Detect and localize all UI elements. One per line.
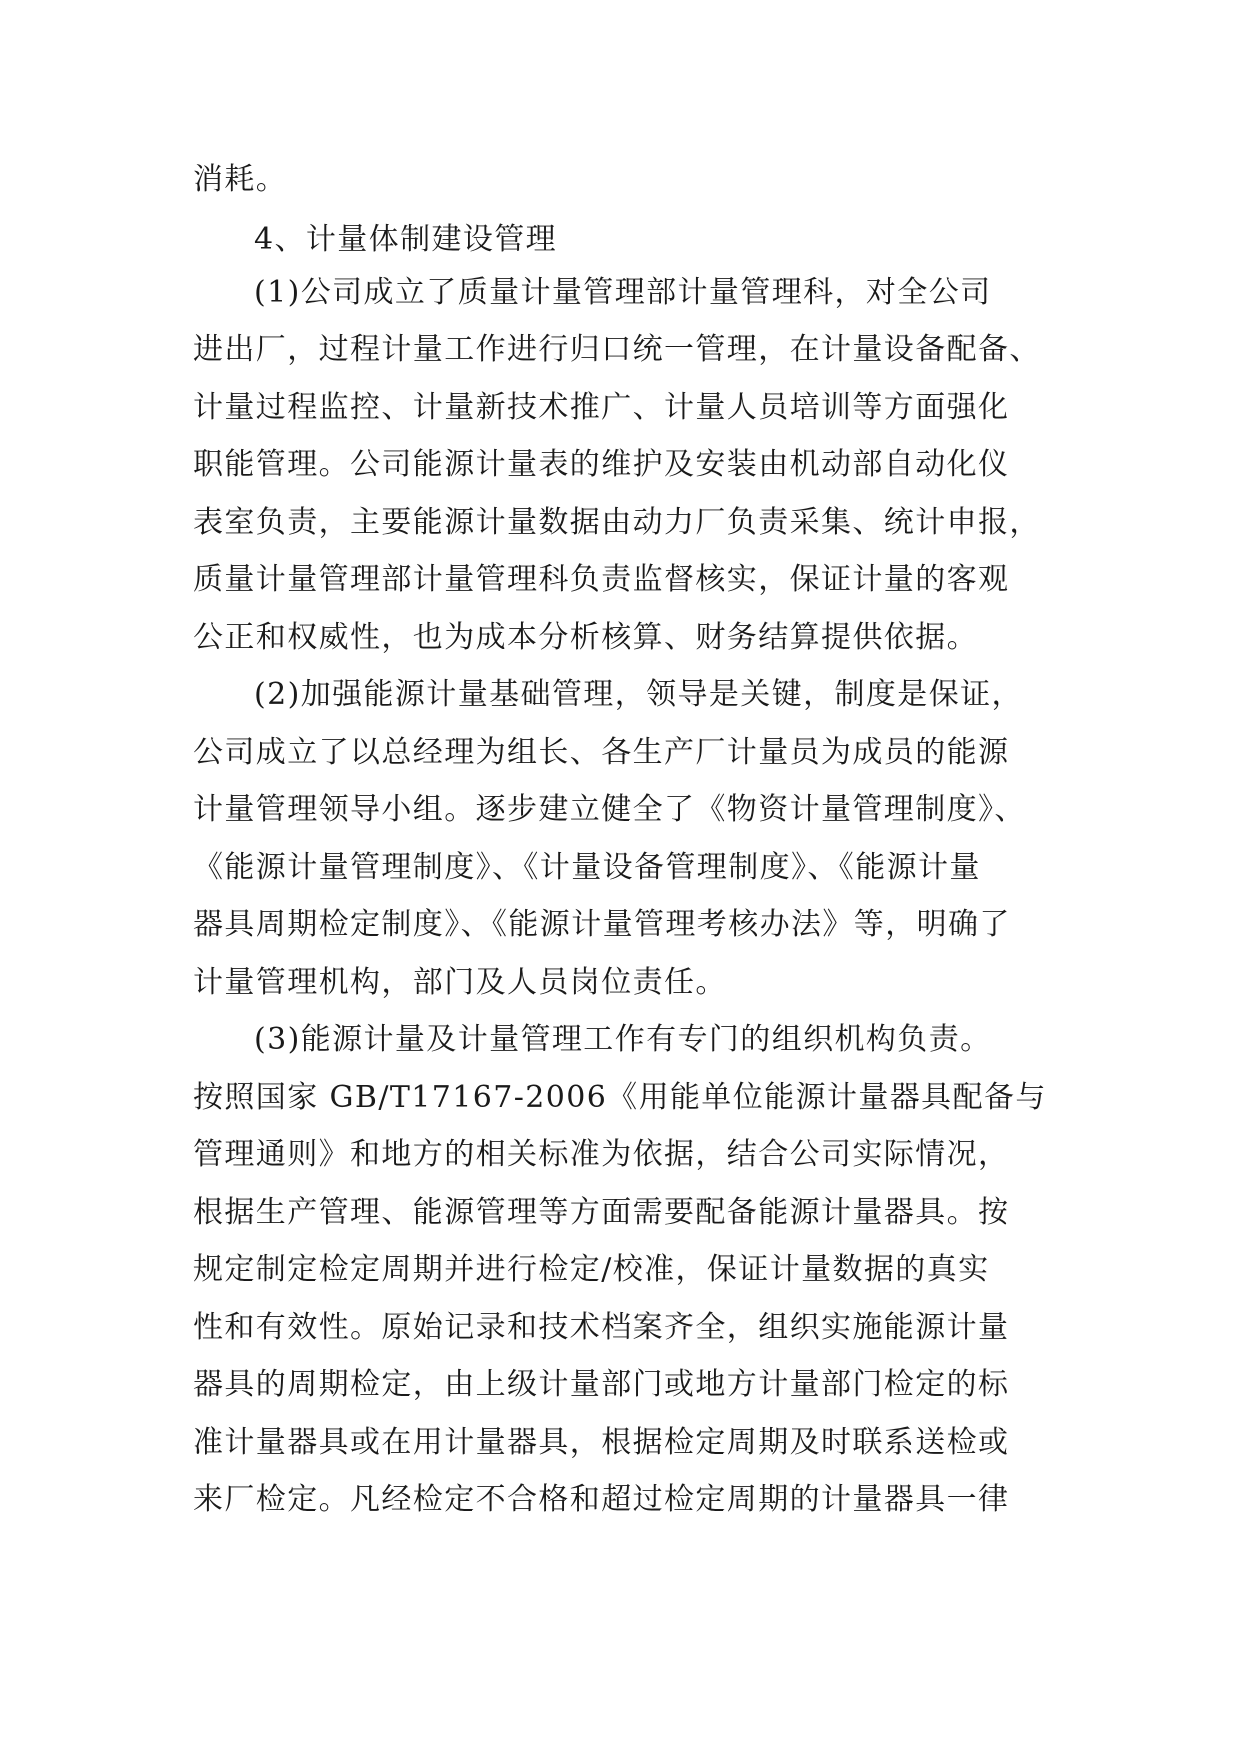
text-line: 公司成立了以总经理为组长、各生产厂计量员为成员的能源	[193, 735, 1010, 770]
text-line: (2)加强能源计量基础管理，领导是关键，制度是保证，	[254, 677, 1023, 712]
text-line: (1)公司成立了质量计量管理部计量管理科，对全公司	[254, 275, 992, 310]
text-line: 《能源计量管理制度》、《计量设备管理制度》、《能源计量	[193, 850, 981, 885]
text-line: 计量管理领导小组。逐步建立健全了《物资计量管理制度》、	[193, 792, 1026, 827]
text-line: 消耗。	[193, 162, 288, 197]
text-line: 公正和权威性，也为成本分析核算、财务结算提供依据。	[193, 620, 978, 655]
text-line: 规定制定检定周期并进行检定/校准，保证计量数据的真实	[193, 1252, 990, 1287]
text-line: 性和有效性。原始记录和技术档案齐全，组织实施能源计量	[193, 1310, 1010, 1345]
text-line: 器具的周期检定，由上级计量部门或地方计量部门检定的标	[193, 1367, 1010, 1402]
text-line: 器具周期检定制度》、《能源计量管理考核办法》等，明确了	[193, 907, 1011, 942]
text-line: 准计量器具或在用计量器具，根据检定周期及时联系送检或	[193, 1425, 1010, 1460]
text-line: 表室负责，主要能源计量数据由动力厂负责采集、统计申报，	[193, 505, 1041, 540]
text-line: 职能管理。公司能源计量表的维护及安装由机动部自动化仪	[193, 447, 1010, 482]
text-line: 按照国家 GB/T17167-2006《用能单位能源计量器具配备与	[193, 1080, 1047, 1115]
text-line: 管理通则》和地方的相关标准为依据，结合公司实际情况，	[193, 1137, 1010, 1172]
text-line: (3)能源计量及计量管理工作有专门的组织机构负责。	[254, 1022, 992, 1057]
text-line: 质量计量管理部计量管理科负责监督核实，保证计量的客观	[193, 562, 1010, 597]
text-line: 计量管理机构，部门及人员岗位责任。	[193, 965, 727, 1000]
section-heading: 4、计量体制建设管理	[254, 222, 558, 257]
text-line: 计量过程监控、计量新技术推广、计量人员培训等方面强化	[193, 390, 1010, 425]
text-line: 来厂检定。凡经检定不合格和超过检定周期的计量器具一律	[193, 1482, 1010, 1517]
text-line: 根据生产管理、能源管理等方面需要配备能源计量器具。按	[193, 1195, 1010, 1230]
text-line: 进出厂，过程计量工作进行归口统一管理，在计量设备配备、	[193, 332, 1041, 367]
